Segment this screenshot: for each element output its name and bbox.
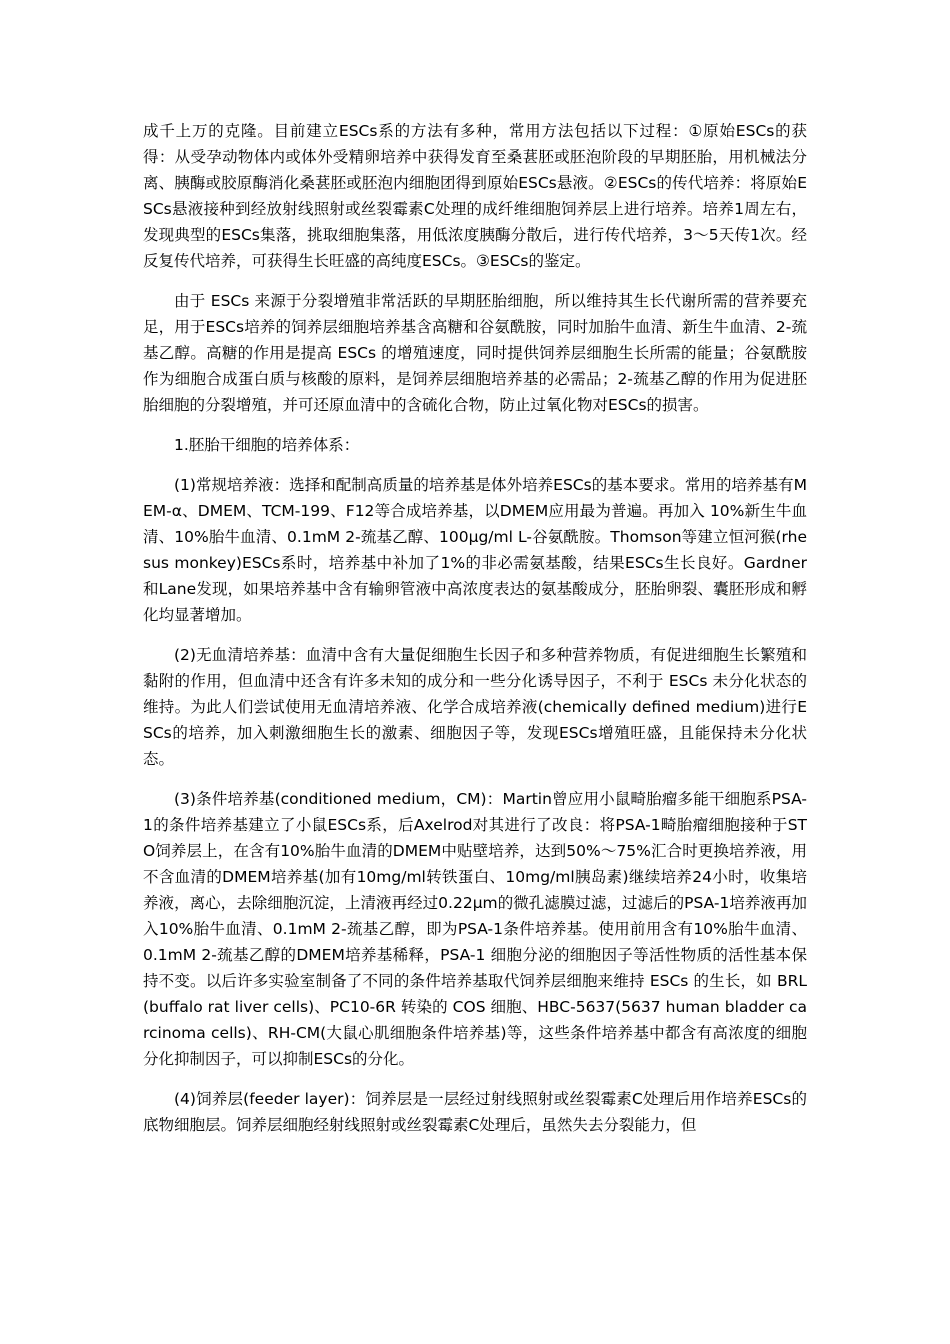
paragraph-conventional-medium: (1)常规培养液：选择和配制高质量的培养基是体外培养ESCs的基本要求。常用的培养基有MEM-α、DMEM、TCM-199、F12等合成培养基，以DMEM应用最为普遍。再加入 10%新生牛血清、10%胎牛血清、0.1mM 2-巯基乙醇、100μg/ml L-谷氨酰胺。Thomson等建立恒河猴(rhesus monkey)ESCs系时，培养基中补加了1%的非必需氨基酸，结果ESCs生长良好。Gardner和Lane发现，如果培养基中含有输卵管液中高浓度表达的氨基酸成分，胚胎卵裂、囊胚形成和孵化均显著增加。 — [143, 476, 807, 624]
paragraph-esc-establishment-methods: 成千上万的克隆。目前建立ESCs系的方法有多种，常用方法包括以下过程：①原始ESCs的获得：从受孕动物体内或体外受精卵培养中获得发育至桑葚胚或胚泡阶段的早期胚胎，用机械法分离、胰酶或胶原酶消化桑葚胚或胚泡内细胞团得到原始ESCs悬液。②ESCs的传代培养：将原始ESCs悬液接种到经放射线照射或丝裂霉素C处理的成纤维细胞饲养层上进行培养。培养1周左右，发现典型的ESCs集落，挑取细胞集落，用低浓度胰酶分散后，进行传代培养，3～5天传1次。经反复传代培养，可获得生长旺盛的高纯度ESCs。③ESCs的鉴定。 — [143, 122, 807, 270]
paragraph-feeder-medium-components: 由于 ESCs 来源于分裂增殖非常活跃的早期胚胎细胞，所以维持其生长代谢所需的营养要充足，用于ESCs培养的饲养层细胞培养基含高糖和谷氨酰胺，同时加胎牛血清、新生牛血清、2-巯基乙醇。高糖的作用是提高 ESCs 的增殖速度，同时提供饲养层细胞生长所需的能量；谷氨酰胺作为细胞合成蛋白质与核酸的原料，是饲养层细胞培养基的必需品；2-巯基乙醇的作用为促进胚胎细胞的分裂增殖，并可还原血清中的含硫化合物，防止过氧化物对ESCs的损害。 — [143, 292, 807, 414]
paragraph-conditioned-medium: (3)条件培养基(conditioned medium，CM)：Martin曾应用小鼠畸胎瘤多能干细胞系PSA-1的条件培养基建立了小鼠ESCs系，后Axelrod对其进行了改良：将PSA-1畸胎瘤细胞接种于STO饲养层上，在含有10%胎牛血清的DMEM中贴壁培养，达到50%～75%汇合时更换培养液，用不含血清的DMEM培养基(加有10mg/ml转铁蛋白、10mg/ml胰岛素)继续培养24小时，收集培养液，离心，去除细胞沉淀，上清液再经过0.22μm的微孔滤膜过滤，过滤后的PSA-1培养液再加入10%胎牛血清、0.1mM 2-巯基乙醇，即为PSA-1条件培养基。使用前用含有10%胎牛血清、0.1mM 2-巯基乙醇的DMEM培养基稀释，PSA-1 细胞分泌的细胞因子等活性物质的活性基本保持不变。以后许多实验室制备了不同的条件培养基取代饲养层细胞来维持 ESCs 的生长，如 BRL(buffalo rat liver cells)、PC10-6R 转染的 COS 细胞、HBC-5637(5637 human bladder carcinoma cells)、RH-CM(大鼠心肌细胞条件培养基)等，这些条件培养基中都含有高浓度的细胞分化抑制因子，可以抑制ESCs的分化。 — [143, 790, 807, 1068]
paragraph-serum-free-medium: (2)无血清培养基：血清中含有大量促细胞生长因子和多种营养物质，有促进细胞生长繁殖和黏附的作用，但血清中还含有许多未知的成分和一些分化诱导因子，不利于 ESCs 未分化状态的维持。为此人们尝试使用无血清培养液、化学合成培养液(chemically defined medium)进行ESCs的培养，加入刺激细胞生长的激素、细胞因子等，发现ESCs增殖旺盛，且能保持未分化状态。 — [143, 646, 807, 768]
paragraph-feeder-layer: (4)饲养层(feeder layer)：饲养层是一层经过射线照射或丝裂霉素C处理后用作培养ESCs的底物细胞层。饲养层细胞经射线照射或丝裂霉素C处理后，虽然失去分裂能力，但 — [143, 1090, 807, 1134]
document-body — [143, 118, 807, 1152]
section-heading-culture-system: 1.胚胎干细胞的培养体系： — [174, 436, 360, 454]
